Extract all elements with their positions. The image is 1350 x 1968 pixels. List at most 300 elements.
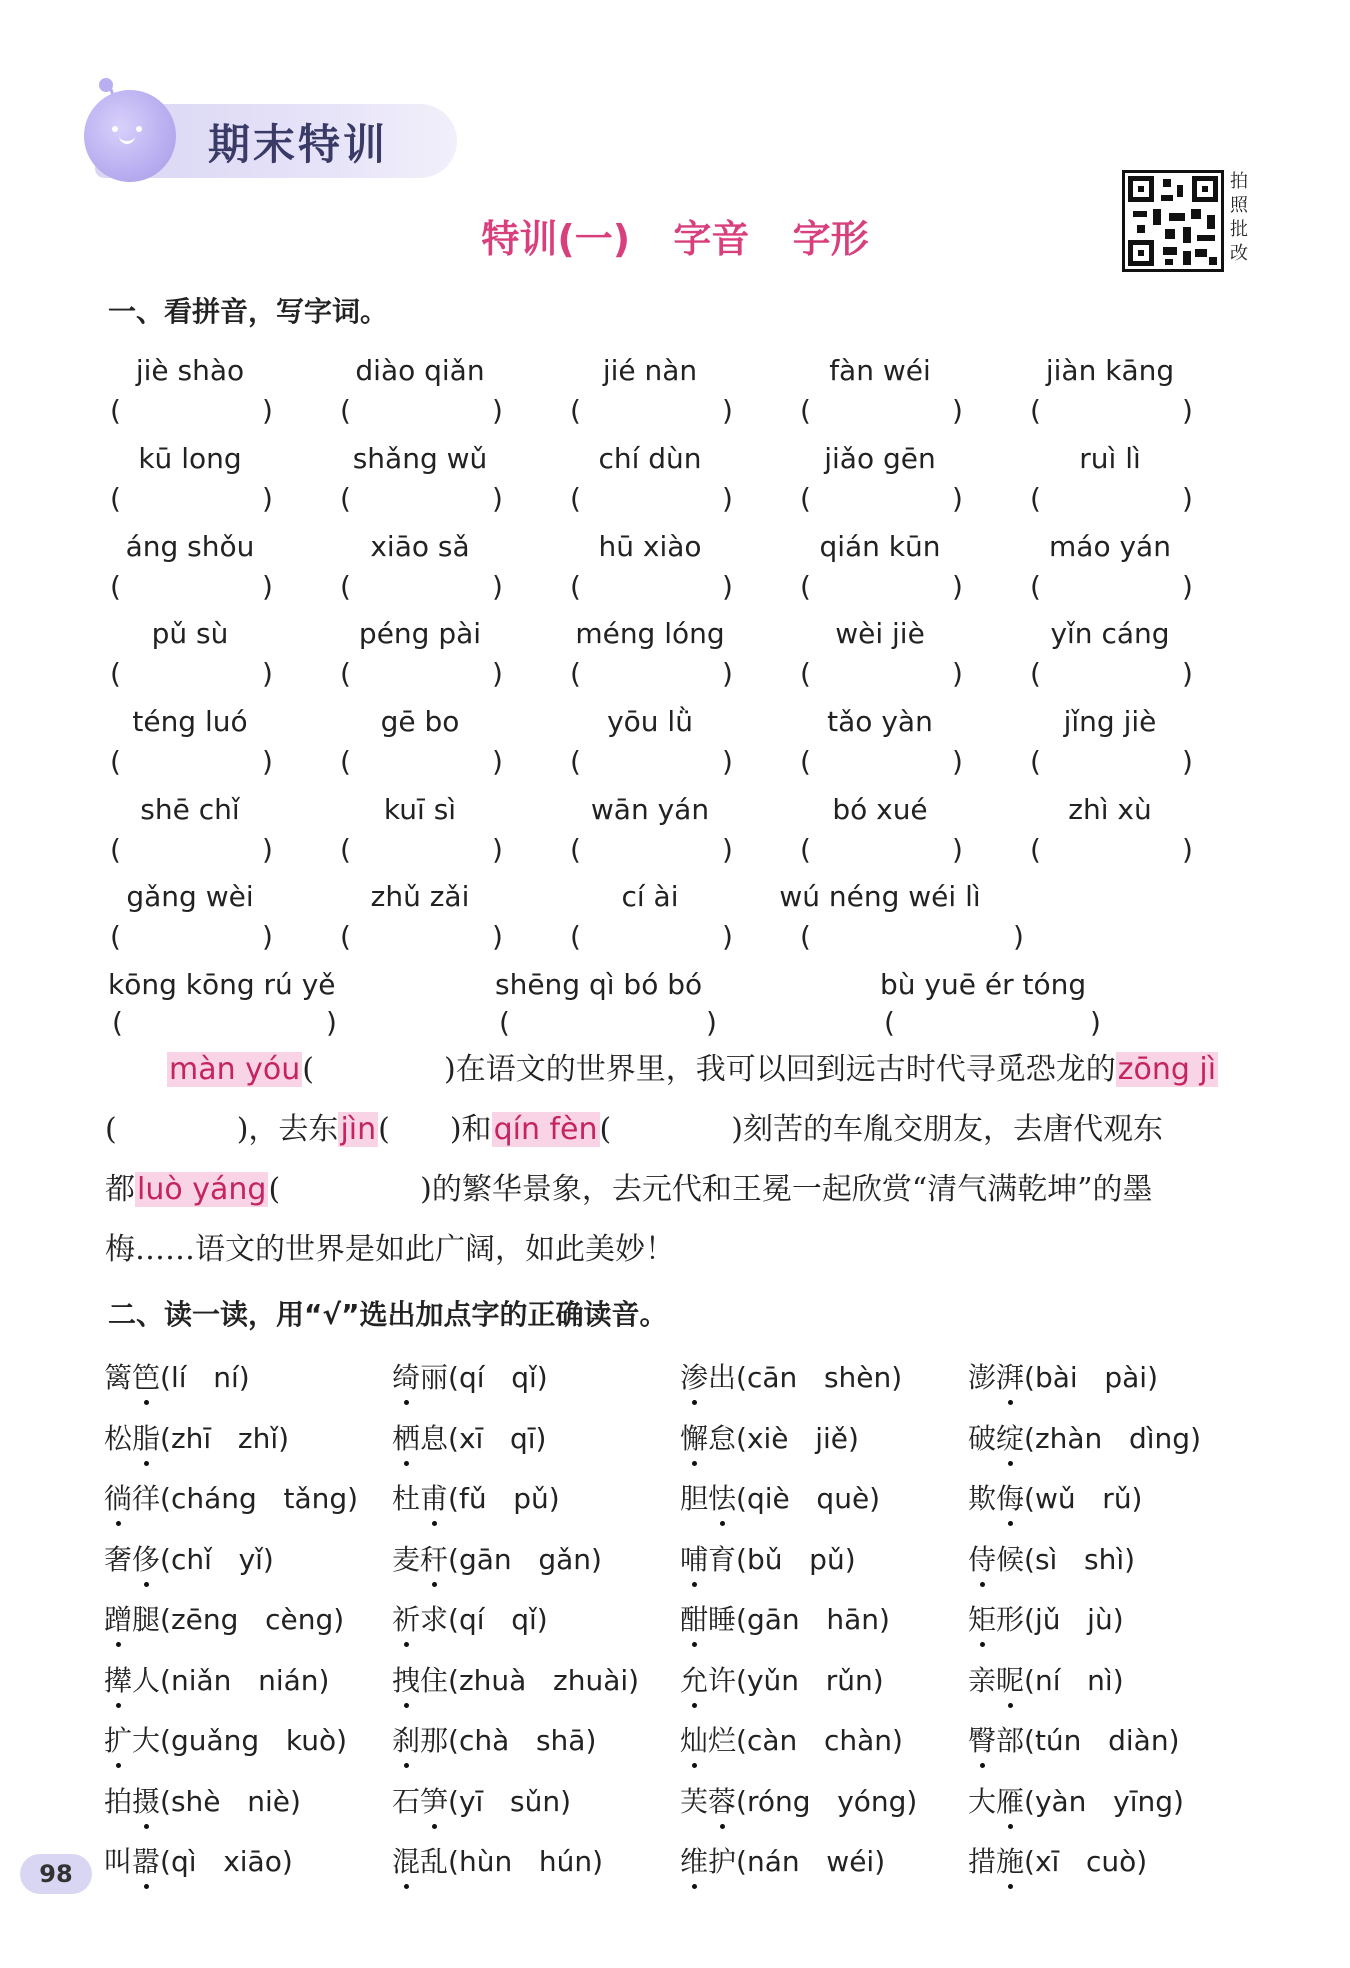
pinyin-prompt: gǎng wèi [126, 880, 254, 913]
answer-blank[interactable] [1044, 394, 1180, 430]
word-character: 胆 [680, 1482, 709, 1515]
qr-scan-label [1228, 170, 1250, 266]
paragraph-text: ( [599, 1112, 612, 1147]
answer-blank[interactable] [124, 394, 260, 430]
answer-blank[interactable] [814, 657, 950, 693]
reading-item [104, 1598, 344, 1638]
answer-paren-open: ( [800, 657, 811, 690]
pronunciation-options[interactable]: (cān shèn) [736, 1361, 903, 1394]
reading-item [104, 1417, 289, 1457]
pinyin-prompt: shē chǐ [140, 793, 240, 826]
answer-paren-open: ( [110, 657, 121, 690]
answer-blank[interactable] [584, 920, 720, 956]
pinyin-prompt: jǐng jiè [1063, 705, 1157, 738]
pinyin-prompt: péng pài [358, 617, 482, 650]
pronunciation-options[interactable]: (zhuà zhuài) [448, 1664, 640, 1697]
qr-code-icon[interactable] [1122, 170, 1224, 272]
answer-paren-close: ) [492, 657, 503, 690]
reading-item [968, 1719, 1180, 1759]
answer-blank[interactable] [814, 482, 950, 518]
answer-paren-close: ) [722, 570, 733, 603]
answer-paren-close: ) [1182, 833, 1193, 866]
pinyin-prompt: yōu lǜ [607, 705, 693, 738]
qr-module [1161, 195, 1173, 201]
pronunciation-options[interactable]: (yī sǔn) [448, 1785, 572, 1818]
pinyin-prompt: wú néng wéi lì [779, 880, 981, 913]
pinyin-prompt: zhì xù [1068, 793, 1152, 826]
qr-module [1133, 211, 1147, 217]
pronunciation-options[interactable]: (niǎn nián) [160, 1664, 330, 1697]
answer-paren-open: ( [1030, 833, 1041, 866]
paragraph-text: ( [105, 1112, 117, 1147]
answer-paren-open: ( [570, 394, 581, 427]
answer-blank[interactable] [584, 745, 720, 781]
pinyin-prompt: jié nàn [602, 354, 698, 387]
answer-paren-close: ) [722, 657, 733, 690]
answer-paren-close: ) [722, 833, 733, 866]
dotted-character: 摄 [132, 1780, 160, 1820]
dotted-character: 混 [392, 1840, 420, 1880]
answer-paren-close: ) [952, 657, 963, 690]
answer-blank[interactable] [354, 570, 490, 606]
pinyin-prompt: wān yán [590, 793, 710, 826]
dotted-character: 脂 [132, 1417, 160, 1457]
dotted-character: 徜 [104, 1477, 132, 1517]
answer-blank[interactable] [124, 920, 260, 956]
answer-paren-open: ( [800, 482, 811, 515]
word-character: 那 [420, 1724, 449, 1757]
reading-item [392, 1538, 602, 1578]
dotted-character: 懈 [680, 1417, 708, 1457]
word-character: 烂 [708, 1724, 737, 1757]
pinyin-prompt: kū long [138, 442, 242, 475]
dotted-character: 侮 [996, 1477, 1024, 1517]
pinyin-prompt: shǎng wǔ [352, 442, 488, 475]
answer-blank[interactable] [354, 394, 490, 430]
dotted-character: 笆 [132, 1356, 160, 1396]
dotted-character: 矩 [968, 1598, 996, 1638]
paragraph-text: )的繁华景象，去元代和王冕一起欣赏“清气满乾坤”的墨 [420, 1172, 1153, 1207]
paragraph-text: 都 [105, 1172, 135, 1207]
reading-item [680, 1719, 903, 1759]
pinyin-prompt: hū xiào [598, 530, 702, 563]
dotted-character: 嚣 [132, 1840, 160, 1880]
reading-item [680, 1780, 917, 1820]
answer-paren-close: ) [492, 394, 503, 427]
dotted-character: 维 [680, 1840, 708, 1880]
qr-label-char: 照 [1230, 195, 1248, 216]
reading-item [968, 1659, 1124, 1699]
pronunciation-options[interactable]: (bài pài) [1024, 1361, 1159, 1394]
qr-finder-top-left [1128, 176, 1154, 202]
reading-item [392, 1598, 548, 1638]
paragraph-text: ( [378, 1112, 390, 1147]
qr-module [1165, 229, 1175, 239]
answer-paren-close: ) [1182, 394, 1193, 427]
dotted-character: 怯 [708, 1477, 736, 1517]
answer-paren-open: ( [340, 657, 351, 690]
reading-item [104, 1840, 293, 1880]
mascot-antenna-ball [99, 78, 113, 92]
pronunciation-options[interactable]: (cháng tǎng) [160, 1482, 359, 1515]
pronunciation-options[interactable]: (fǔ pǔ) [448, 1482, 560, 1515]
answer-paren-close: ) [952, 482, 963, 515]
reading-item [680, 1598, 890, 1638]
pronunciation-options[interactable]: (shè niè) [160, 1785, 301, 1818]
answer-paren-close: ) [492, 745, 503, 778]
answer-paren-close: ) [722, 394, 733, 427]
answer-blank[interactable] [124, 570, 260, 606]
answer-paren-open: ( [110, 570, 121, 603]
answer-paren-open: ( [800, 394, 811, 427]
paragraph-text: )刻苦的车胤交朋友，去唐代观东 [731, 1112, 1163, 1147]
reading-item [104, 1659, 329, 1699]
pinyin-prompt: tǎo yàn [827, 705, 933, 738]
highlighted-pinyin: luò yáng [137, 1172, 267, 1207]
answer-blank[interactable] [124, 482, 260, 518]
dotted-character: 臀 [968, 1719, 996, 1759]
paragraph-text: )在语文的世界里，我可以回到远古时代寻觅恐龙的 [444, 1052, 1116, 1087]
pinyin-prompt: téng luó [132, 705, 248, 738]
word-character: 护 [708, 1845, 737, 1878]
dotted-character: 栖 [392, 1417, 420, 1457]
reading-item [680, 1659, 884, 1699]
answer-paren-open: ( [499, 1006, 510, 1039]
pronunciation-options[interactable]: (càn chàn) [736, 1724, 903, 1757]
pinyin-prompt: jiàn kāng [1045, 354, 1175, 387]
pronunciation-options[interactable]: (chà shā) [448, 1724, 597, 1757]
dotted-character: 笋 [420, 1780, 448, 1820]
answer-paren-close: ) [952, 570, 963, 603]
answer-blank[interactable] [128, 1006, 324, 1042]
word-character: 求 [420, 1603, 449, 1636]
answer-blank[interactable] [124, 657, 260, 693]
answer-blank[interactable] [124, 745, 260, 781]
qr-module [1209, 257, 1217, 265]
answer-paren-close: ) [262, 657, 273, 690]
answer-paren-close: ) [722, 482, 733, 515]
dotted-character: 侍 [968, 1538, 996, 1578]
answer-paren-open: ( [800, 833, 811, 866]
pinyin-prompt: méng lóng [575, 617, 725, 650]
answer-paren-open: ( [570, 657, 581, 690]
dotted-character: 酣 [680, 1598, 708, 1638]
reading-item [392, 1780, 571, 1820]
answer-paren-open: ( [340, 920, 351, 953]
reading-item [968, 1780, 1184, 1820]
qr-label-char: 批 [1230, 219, 1248, 240]
word-character: 拍 [104, 1785, 133, 1818]
pronunciation-options[interactable]: (chǐ yǐ) [160, 1543, 274, 1576]
dotted-character: 允 [680, 1659, 708, 1699]
qr-module [1163, 179, 1171, 187]
answer-paren-open: ( [340, 570, 351, 603]
answer-paren-close: ) [262, 482, 273, 515]
pronunciation-options[interactable]: (róng yóng) [736, 1785, 918, 1818]
highlighted-pinyin: màn yóu [169, 1052, 301, 1087]
reading-item [104, 1356, 250, 1396]
dotted-character: 侈 [132, 1538, 160, 1578]
pinyin-prompt: cí ài [621, 880, 679, 913]
pinyin-idiom-prompt: kōng kōng rú yě [108, 968, 336, 1001]
dotted-character: 雁 [996, 1780, 1024, 1820]
answer-blank[interactable] [1044, 745, 1180, 781]
mascot-eye-right [136, 126, 142, 132]
dotted-character: 湃 [996, 1356, 1024, 1396]
pinyin-idiom-prompt: bù yuē ér tóng [880, 968, 1087, 1001]
answer-blank[interactable] [584, 570, 720, 606]
dotted-character: 刹 [392, 1719, 420, 1759]
pronunciation-options[interactable]: (lí ní) [160, 1361, 250, 1394]
pinyin-prompt: jiè shào [135, 354, 245, 387]
word-character: 芙 [680, 1785, 709, 1818]
qr-module [1191, 209, 1201, 219]
qr-label-char: 改 [1230, 243, 1248, 264]
word-character: 怠 [708, 1422, 737, 1455]
reading-item [680, 1538, 856, 1578]
pronunciation-options[interactable]: (qì xiāo) [160, 1845, 293, 1878]
answer-paren-open: ( [110, 833, 121, 866]
reading-item [392, 1356, 548, 1396]
answer-blank[interactable] [814, 745, 950, 781]
answer-blank[interactable] [814, 394, 950, 430]
word-character: 松 [104, 1422, 133, 1455]
dotted-character: 渗 [680, 1356, 708, 1396]
reading-item [680, 1477, 880, 1517]
word-character: 奢 [104, 1543, 133, 1576]
pinyin-prompt: ruì lì [1079, 442, 1141, 475]
dotted-character: 哺 [680, 1538, 708, 1578]
pinyin-prompt: diào qiǎn [355, 354, 485, 387]
word-character: 形 [996, 1603, 1025, 1636]
dotted-character: 蹭 [104, 1598, 132, 1638]
answer-paren-open: ( [800, 745, 811, 778]
answer-paren-open: ( [112, 1006, 123, 1039]
pronunciation-options[interactable]: (jǔ jù) [1024, 1603, 1124, 1636]
qr-module [1137, 225, 1145, 233]
pronunciation-options[interactable]: (yàn yīng) [1024, 1785, 1184, 1818]
word-character: 篱 [104, 1361, 133, 1394]
answer-blank[interactable] [354, 920, 490, 956]
reading-item [968, 1538, 1135, 1578]
answer-paren-open: ( [340, 745, 351, 778]
answer-paren-open: ( [1030, 745, 1041, 778]
section-1-title: 一、看拼音，写字词。 [108, 295, 389, 328]
answer-blank[interactable] [515, 1006, 704, 1042]
answer-paren-open: ( [800, 920, 811, 953]
word-character: 出 [708, 1361, 737, 1394]
answer-blank[interactable] [1044, 833, 1180, 869]
reading-item [392, 1719, 596, 1759]
qr-module [1165, 259, 1173, 265]
word-character: 候 [996, 1543, 1025, 1576]
section-2-title: 二、读一读，用“√”选出加点字的正确读音。 [108, 1298, 668, 1331]
pronunciation-options[interactable]: (xiè jiě) [736, 1422, 859, 1455]
pronunciation-options[interactable]: (wǔ rǔ) [1024, 1482, 1143, 1515]
reading-item [680, 1356, 902, 1396]
pronunciation-options[interactable]: (yǔn rǔn) [736, 1664, 884, 1697]
reading-item [968, 1840, 1147, 1880]
answer-blank[interactable] [1044, 482, 1180, 518]
reading-item [968, 1417, 1201, 1457]
pinyin-prompt: áng shǒu [125, 530, 255, 563]
word-character: 丽 [420, 1361, 449, 1394]
reading-item [392, 1417, 546, 1457]
answer-paren-open: ( [1030, 394, 1041, 427]
qr-module [1197, 235, 1215, 241]
word-character: 澎 [968, 1361, 997, 1394]
answer-blank[interactable] [584, 833, 720, 869]
pronunciation-options[interactable]: (tún diàn) [1024, 1724, 1180, 1757]
answer-blank[interactable] [814, 920, 1011, 956]
pronunciation-options[interactable]: (zēng cèng) [160, 1603, 345, 1636]
pinyin-prompt: gē bo [380, 705, 460, 738]
dotted-character: 拽 [392, 1659, 420, 1699]
pronunciation-options[interactable]: (qí qǐ) [448, 1603, 548, 1636]
pronunciation-options[interactable]: (qí qǐ) [448, 1361, 548, 1394]
answer-paren-close: ) [722, 745, 733, 778]
dotted-character: 撵 [104, 1659, 132, 1699]
reading-item [968, 1477, 1142, 1517]
reading-item [392, 1477, 560, 1517]
banner-title: 期末特训 [208, 120, 389, 169]
pinyin-prompt: qián kūn [819, 530, 941, 563]
answer-blank[interactable] [584, 657, 720, 693]
reading-item [104, 1538, 274, 1578]
word-character: 腿 [132, 1603, 161, 1636]
answer-paren-open: ( [570, 745, 581, 778]
qr-module [1153, 209, 1161, 225]
reading-item [392, 1659, 639, 1699]
answer-paren-close: ) [706, 1006, 717, 1039]
qr-module [1169, 213, 1185, 221]
answer-paren-close: ) [326, 1006, 337, 1039]
reading-item [104, 1780, 301, 1820]
reading-item [392, 1840, 603, 1880]
pronunciation-options[interactable]: (zhàn dìng) [1024, 1422, 1201, 1455]
word-character: 睡 [708, 1603, 737, 1636]
answer-paren-open: ( [110, 920, 121, 953]
answer-paren-close: ) [1090, 1006, 1101, 1039]
paragraph-text: ( [268, 1172, 281, 1207]
answer-paren-close: ) [492, 833, 503, 866]
reading-item [104, 1719, 347, 1759]
pronunciation-options[interactable]: (zhī zhǐ) [160, 1422, 290, 1455]
pinyin-prompt: fàn wéi [829, 354, 931, 387]
answer-blank[interactable] [354, 745, 490, 781]
answer-paren-open: ( [110, 482, 121, 515]
answer-blank[interactable] [814, 570, 950, 606]
pinyin-prompt: yǐn cáng [1050, 617, 1170, 650]
pinyin-prompt: wèi jiè [835, 617, 925, 650]
paragraph-text: ( [302, 1052, 314, 1087]
reading-item [968, 1598, 1124, 1638]
pronunciation-options[interactable]: (xī cuò) [1024, 1845, 1148, 1878]
answer-paren-open: ( [110, 745, 121, 778]
dotted-character: 昵 [996, 1659, 1024, 1699]
pronunciation-options[interactable]: (nán wéi) [736, 1845, 886, 1878]
qr-label-char: 拍 [1230, 171, 1248, 192]
answer-blank[interactable] [814, 833, 950, 869]
pinyin-prompt: jiǎo gēn [824, 442, 936, 475]
answer-paren-open: ( [340, 833, 351, 866]
dotted-character: 甫 [420, 1477, 448, 1517]
qr-module [1183, 251, 1191, 265]
qr-module [1195, 249, 1207, 257]
answer-blank[interactable] [584, 394, 720, 430]
qr-module [1207, 215, 1215, 229]
fill-in-paragraph [105, 1040, 1260, 1280]
dotted-character: 绮 [392, 1356, 420, 1396]
answer-blank[interactable] [584, 482, 720, 518]
pronunciation-options[interactable]: (guǎng kuò) [160, 1724, 348, 1757]
pinyin-prompt: zhǔ zǎi [370, 880, 470, 913]
dotted-character: 祈 [392, 1598, 420, 1638]
answer-paren-close: ) [492, 482, 503, 515]
answer-paren-close: ) [262, 833, 273, 866]
pronunciation-options[interactable]: (sì shì) [1024, 1543, 1136, 1576]
paragraph-text: )，去东 [236, 1112, 339, 1147]
pinyin-idiom-prompt: shēng qì bó bó [495, 968, 703, 1001]
answer-blank[interactable] [354, 657, 490, 693]
answer-paren-close: ) [952, 833, 963, 866]
answer-paren-close: ) [492, 570, 503, 603]
answer-blank[interactable] [354, 833, 490, 869]
answer-blank[interactable] [124, 833, 260, 869]
pronunciation-options[interactable]: (bǔ pǔ) [736, 1543, 856, 1576]
answer-blank[interactable] [900, 1006, 1088, 1042]
answer-paren-close: ) [262, 570, 273, 603]
answer-blank[interactable] [1044, 657, 1180, 693]
pronunciation-options[interactable]: (gān gǎn) [448, 1543, 602, 1576]
word-character: 息 [420, 1422, 449, 1455]
pronunciation-options[interactable]: (xī qī) [448, 1422, 547, 1455]
answer-paren-open: ( [1030, 657, 1041, 690]
pinyin-prompt: pǔ sù [151, 617, 229, 650]
pronunciation-options[interactable]: (ní nì) [1024, 1664, 1124, 1697]
word-character: 亲 [968, 1664, 997, 1697]
pronunciation-options[interactable]: (hùn hún) [448, 1845, 604, 1878]
answer-paren-open: ( [1030, 570, 1041, 603]
answer-paren-close: ) [1182, 570, 1193, 603]
word-character: 叫 [104, 1845, 133, 1878]
answer-blank[interactable] [354, 482, 490, 518]
reading-item [104, 1477, 358, 1517]
answer-paren-open: ( [570, 833, 581, 866]
highlighted-pinyin: qín fèn [493, 1112, 598, 1147]
word-character: 住 [420, 1664, 449, 1697]
dotted-character: 绽 [996, 1417, 1024, 1457]
word-character: 许 [708, 1664, 737, 1697]
answer-paren-open: ( [884, 1006, 895, 1039]
pronunciation-options[interactable]: (gān hān) [736, 1603, 890, 1636]
answer-paren-close: ) [1182, 657, 1193, 690]
answer-blank[interactable] [1044, 570, 1180, 606]
paragraph-text: )和 [449, 1112, 492, 1147]
answer-paren-close: ) [262, 745, 273, 778]
qr-finder-top-right [1192, 176, 1218, 202]
answer-paren-open: ( [110, 394, 121, 427]
pinyin-prompt: bó xué [832, 793, 928, 826]
answer-paren-close: ) [722, 920, 733, 953]
pronunciation-options[interactable]: (qiè què) [736, 1482, 881, 1515]
reading-item [968, 1356, 1158, 1396]
answer-paren-open: ( [570, 920, 581, 953]
word-character: 大 [968, 1785, 997, 1818]
paragraph-text: 梅……语文的世界是如此广阔，如此美妙！ [105, 1232, 675, 1267]
qr-module [1163, 247, 1177, 255]
highlighted-pinyin: jìn [340, 1112, 377, 1147]
